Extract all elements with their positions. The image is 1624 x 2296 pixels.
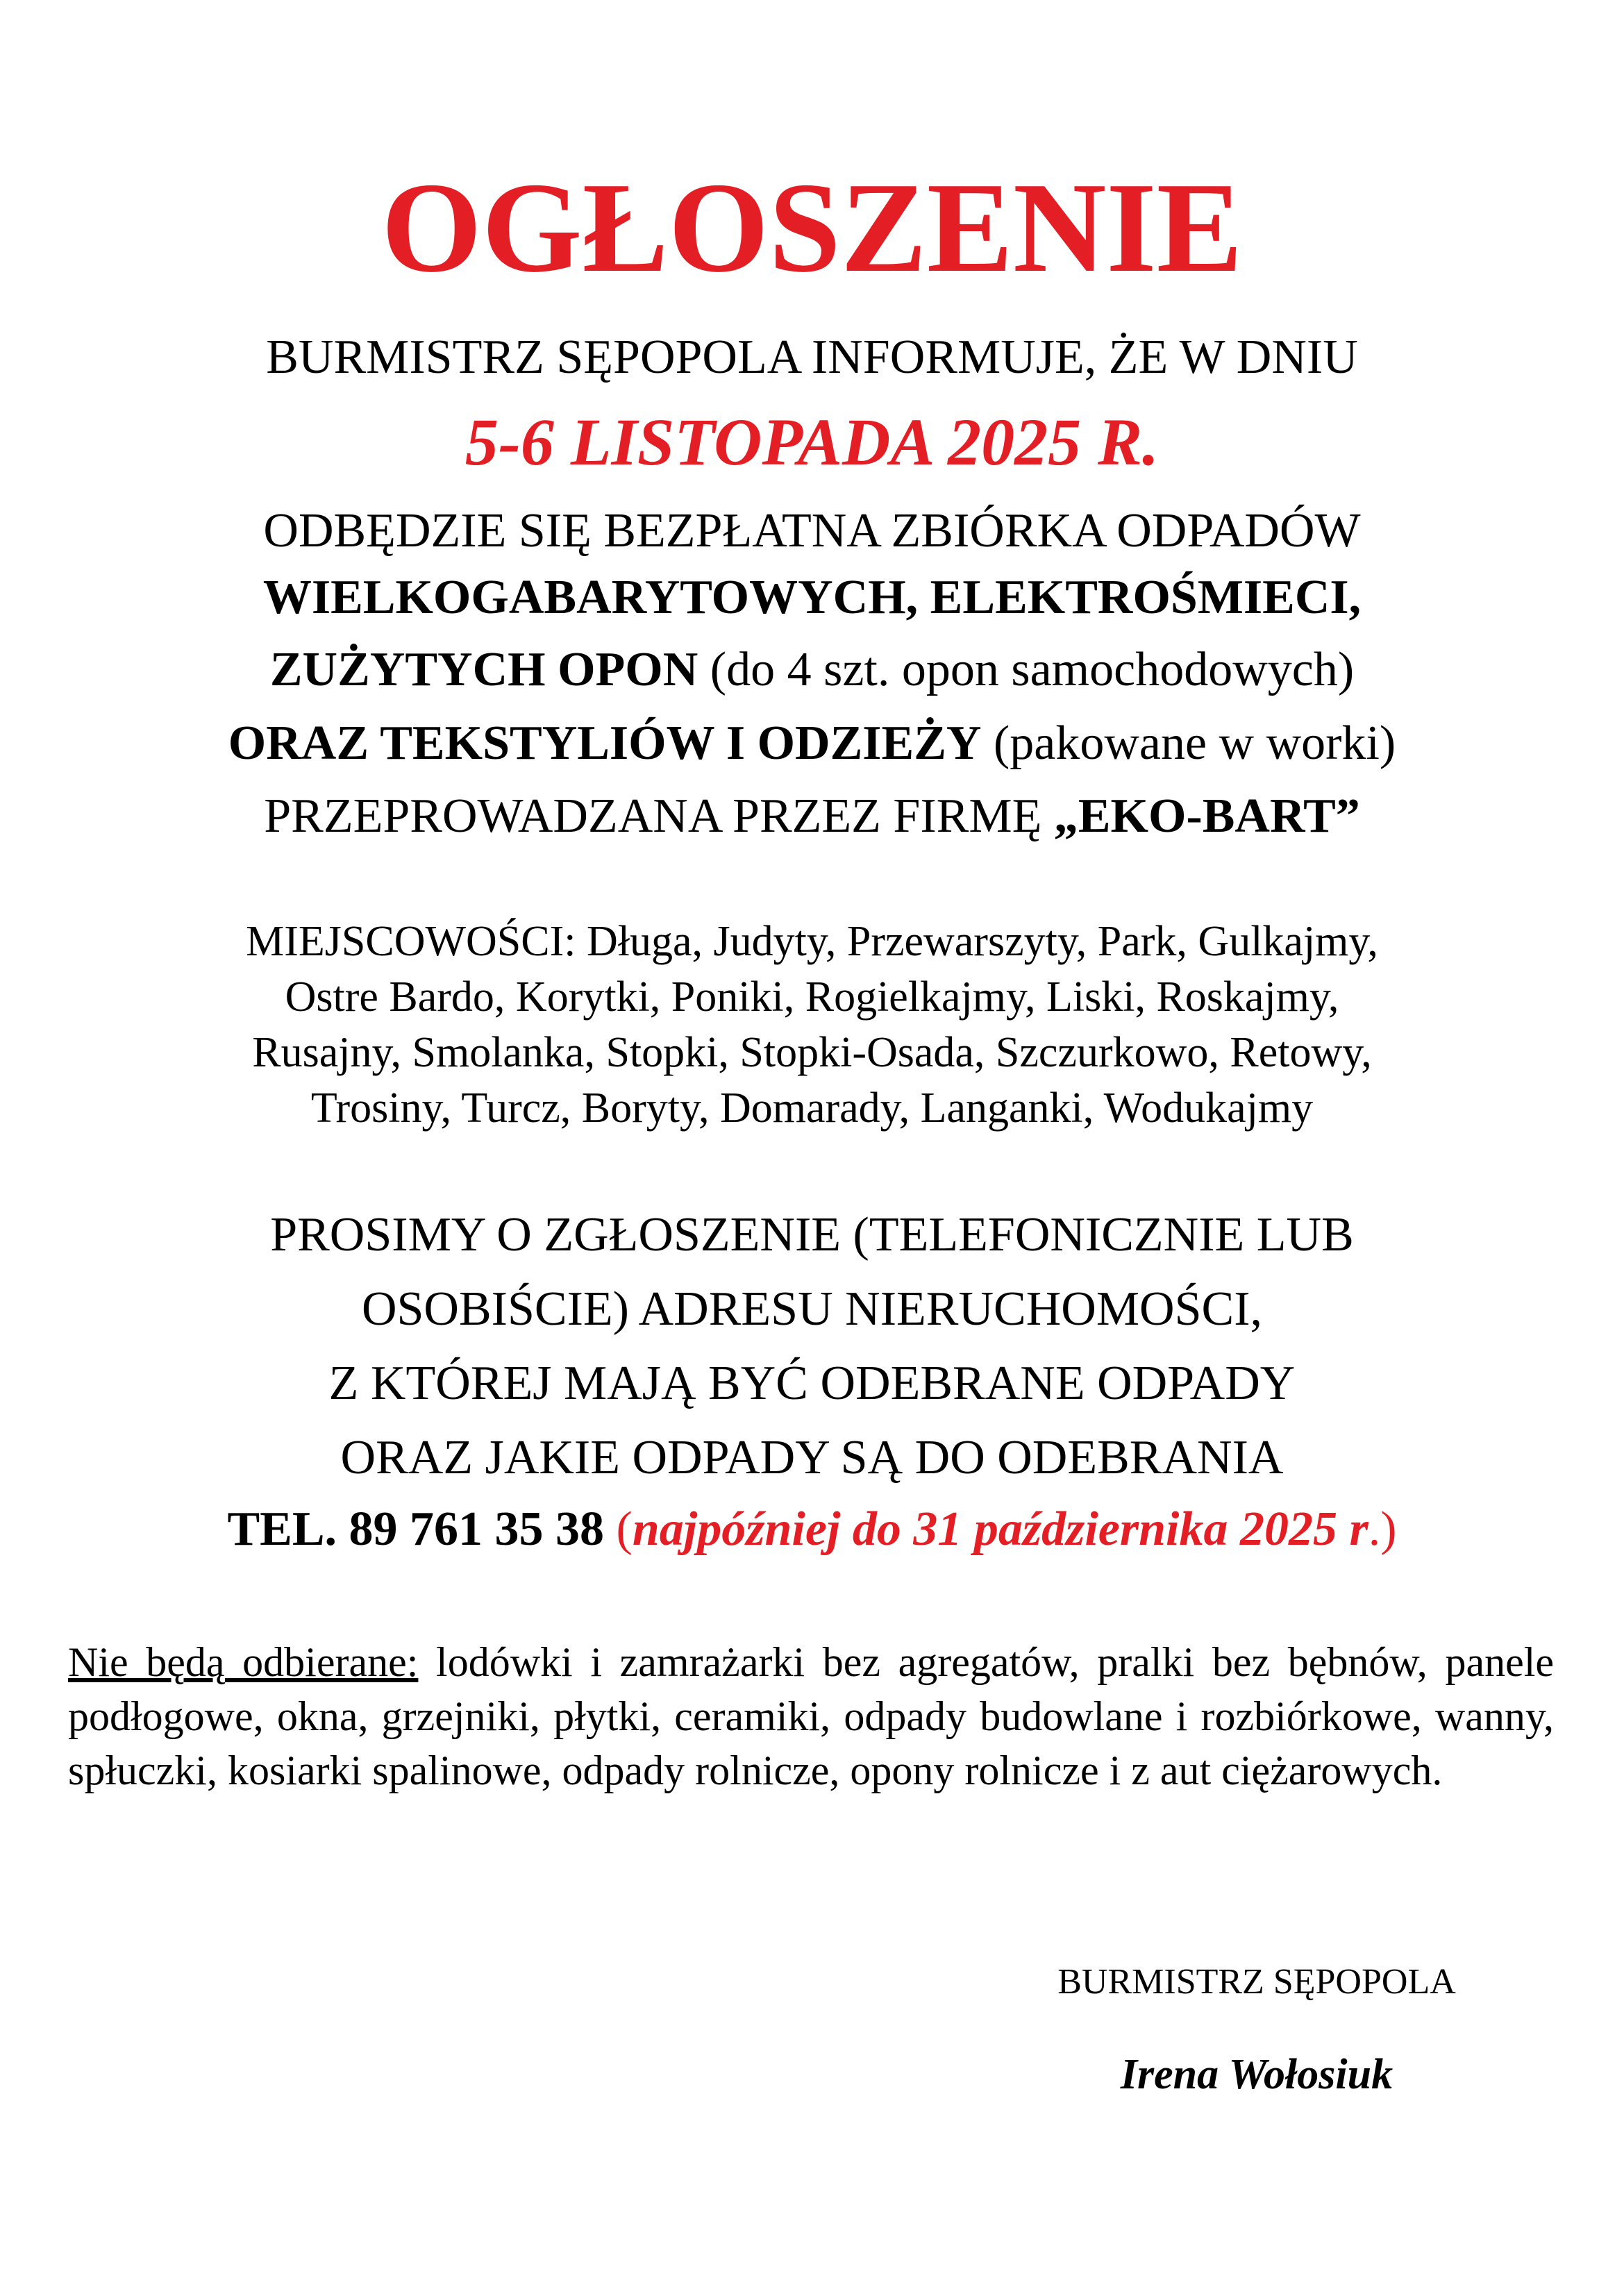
request-line-1: PROSIMY O ZGŁOSZENIE (TELEFONICZNIE LUB (270, 1208, 1354, 1262)
phone-line (0, 1501, 1624, 1558)
collection-date: 5-6 LISTOPADA 2025 R. (464, 405, 1160, 479)
deadline-text: najpóźniej do 31 października 2025 r (632, 1502, 1368, 1556)
deadline-close: .) (1368, 1502, 1397, 1556)
localities-line-1: MIEJSCOWOŚCI: Długa, Judyty, Przewarszyty, Park, Gulkajmy, (246, 918, 1378, 965)
excluded-items-label: Nie będą odbierane: (68, 1639, 419, 1685)
collection-line-3 (0, 642, 1624, 698)
request-line-4: ORAZ JAKIE ODPADY SĄ DO ODEBRANIA (340, 1431, 1284, 1484)
page-title: OGŁOSZENIE (381, 156, 1243, 299)
tires-note: (do 4 szt. opon samochodowych) (698, 643, 1355, 696)
localities-line-2: Ostre Bardo, Korytki, Poniki, Rogielkajmy, Liski, Roskajmy, (285, 973, 1339, 1021)
request-line-2: OSOBIŚCIE) ADRESU NIERUCHOMOŚCI, (361, 1282, 1263, 1336)
company-intro: PRZEPROWADZANA PRZEZ FIRMĘ (264, 789, 1054, 843)
signature-name: Irena Wołosiuk (1120, 2051, 1393, 2098)
collection-line-1: ODBĘDZIE SIĘ BEZPŁATNA ZBIÓRKA ODPADÓW (263, 504, 1361, 558)
collection-line-2: WIELKOGABARYTOWYCH, ELEKTROŚMIECI, (262, 571, 1362, 624)
collection-line-4 (0, 715, 1624, 772)
localities-line-4: Trosiny, Turcz, Boryty, Domarady, Langanki, Wodukajmy (310, 1084, 1314, 1132)
phone-number: TEL. 89 761 35 38 (227, 1502, 605, 1556)
localities-line-3: Rusajny, Smolanka, Stopki, Stopki-Osada, Szczurkowo, Retowy, (252, 1029, 1372, 1076)
signature-office: BURMISTRZ SĘPOPOLA (1057, 1962, 1456, 2002)
textiles-note: (pakowane w worki) (981, 717, 1396, 770)
announce-line: BURMISTRZ SĘPOPOLA INFORMUJE, ŻE W DNIU (266, 330, 1358, 384)
tires-label: ZUŻYTYCH OPON (269, 643, 698, 696)
request-line-3: Z KTÓREJ MAJĄ BYĆ ODEBRANE ODPADY (328, 1357, 1296, 1410)
company-name: „EKO-BART” (1053, 789, 1360, 843)
collection-line-5 (0, 788, 1624, 845)
excluded-items-note (68, 1635, 1554, 1798)
textiles-label: ORAZ TEKSTYLIÓW I ODZIEŻY (228, 717, 982, 770)
deadline-open: ( (604, 1502, 633, 1556)
excluded-items-text: lodówki i zamrażarki bez agregatów, pralki bez bębnów, panele podłogowe, okna, grzejniki, płytki, ceramiki, odpady budowlane i rozbiórkowe, wanny, spłuczki, kosiarki spalinowe, odpady rolnicze, opony rolnicze i z aut ciężarowych. (68, 1639, 1555, 1793)
